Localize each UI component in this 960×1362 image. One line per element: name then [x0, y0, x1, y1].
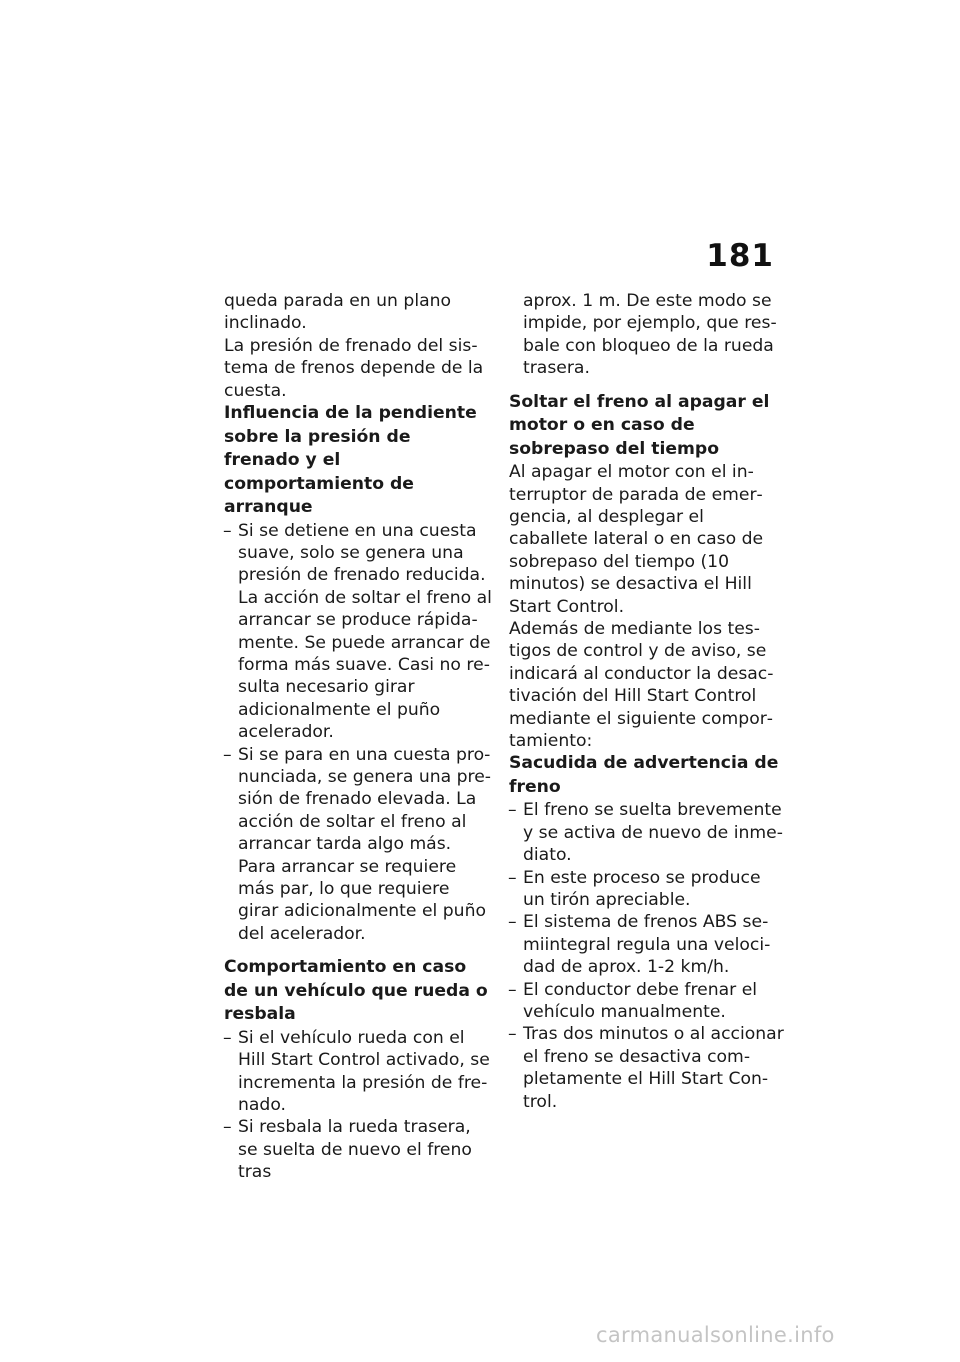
intro-paragraph-2: La presión de frenado del sistema de frenos depende de la cuesta. [224, 335, 484, 401]
page-number: 181 [706, 238, 774, 274]
list-item: – El sistema de frenos ABS semiintegral regula una velocidad de aprox. 1-2 km/h. [509, 911, 784, 978]
list-item: – Si el vehículo rueda con el Hill Start Control activado, se incrementa la presión de frenado. [224, 1027, 492, 1117]
section-heading-slope-influence: Influencia de la pendiente sobre la presión de frenado y el comportamiento de arranque [224, 403, 477, 518]
intro-paragraph-1: queda parada en un plano inclinado. [224, 291, 452, 334]
list-item: – En este proceso se produce un tirón apreciable. [509, 867, 784, 912]
list-item: – Si se detiene en una cuesta suave, solo se genera una presión de frenado reducida. La acción de soltar el freno al arrancar se produce rápidamente. Se puede arrancar de forma más suave. Casi no resulta necesario girar adicionalmente el puño acelerador. [224, 520, 492, 744]
list-item: – El freno se suelta brevemente y se activa de nuevo de inmediato. [509, 799, 784, 866]
section-heading-brake-release: Soltar el freno al apagar el motor o en caso de sobrepaso del tiempo [509, 391, 770, 459]
brake-release-paragraph-2: Además de mediante los testigos de control y de aviso, se indicará al conductor la desactivación del Hill Start Control mediante el siguiente comportamiento: [509, 618, 774, 751]
slope-influence-list [224, 520, 492, 946]
list-item: – Tras dos minutos o al accionar el freno se desactiva completamente el Hill Start Control. [509, 1023, 784, 1113]
rolling-vehicle-list [224, 1027, 492, 1184]
warning-jolt-list [509, 799, 784, 1113]
list-item: – El conductor debe frenar el vehículo manualmente. [509, 979, 784, 1024]
list-item: – Si resbala la rueda trasera, se suelta de nuevo el freno tras [224, 1116, 492, 1183]
continuation-paragraph: aprox. 1 m. De este modo se impide, por ejemplo, que resbale con bloqueo de la rueda trasera. [523, 291, 777, 379]
left-column [224, 290, 492, 1184]
section-heading-warning-jolt: Sacudida de advertencia de freno [509, 753, 779, 797]
section-heading-rolling-vehicle: Comportamiento en caso de un vehículo que rueda o resbala [224, 957, 488, 1025]
brake-release-paragraph-1: Al apagar el motor con el interruptor de parada de emergencia, al desplegar el caballete lateral o en caso de sobrepaso del tiempo (10 minutos) se desactiva el Hill Start Control. [509, 462, 764, 617]
list-item: – Si se para en una cuesta pronunciada, se genera una presión de frenado elevada. La acción de soltar el freno al arrancar tarda algo más. Para arrancar se requiere más par, lo que requiere girar adicionalmente el puño del acelerador. [224, 744, 492, 946]
watermark: carmanualsonline.info [596, 1323, 835, 1347]
right-column [509, 290, 784, 1113]
